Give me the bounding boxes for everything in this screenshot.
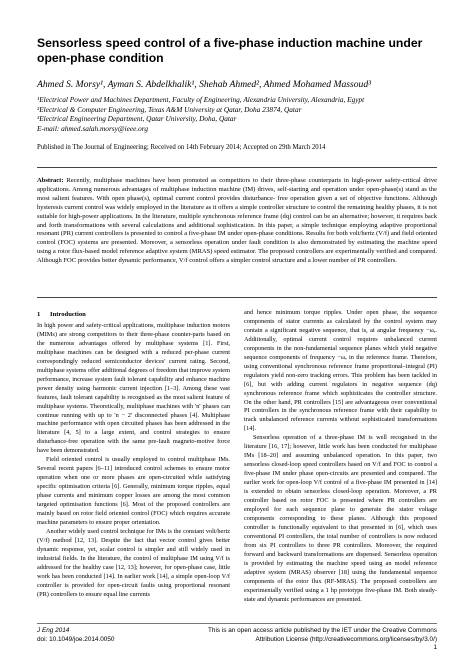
doi-line: doi: 10.1049/joe.2014.0050 xyxy=(37,635,115,643)
license-line-2[interactable]: Attribution License (http://creativecommons.org/licenses/by/3.0/) xyxy=(255,635,437,643)
abstract-top-rule xyxy=(37,167,437,168)
author-list: Ahmed S. Morsy¹, Ayman S. Abdelkhalik¹, Shehab Ahmed², Ahmed Mohamed Massoud³ xyxy=(37,79,372,90)
affiliation-1: ¹Electrical Power and Machines Department, Faculty of Engineering, Alexandria University, Alexandria, Egypt xyxy=(37,95,365,104)
paragraph: Another widely used control technique for IMs is the constant volt/hertz (V/f) method [12, 13]. Despite the fact that vector control gives better dynamic response, yet, scalar control is simpler and still widely used in industrial fields. In the literature, the control of multiphase IM using V/f is addressed for the healthy case [12, 13]; however, for open-phase case, little work has been conducted [14]. In earlier work [14], a simple open-loop V/f controller is provided for open-circuit faults using proportional resonant (PR) controllers to ensure equal line currents xyxy=(37,527,230,598)
right-column xyxy=(244,309,437,604)
affiliation-3: ³Electrical Engineering Department, Qatar University, Doha, Qatar xyxy=(37,114,237,124)
paragraph: Sensorless operation of a three-phase IM is well recognised in the literature [16, 17]; however, little work has been conducted for multiphase IMs [18–20] and assuming unbalanced operation. In this paper, two sensorless closed-loop speed controllers based on V/f and FOC to control a five-phase IM under phase open-circuits are presented and compared. The earlier work for open-loop V/f control of a five-phase IM presented in [14] is extended to obtain sensorless closed-loop operation. Moreover, a PR controller based on rotor FOC is presented where PR controllers are employed for each sequence plane to generate the stator voltage components corresponding to these planes. Although this proposed controller is functionally equivalent to that presented in [6], which uses conventional PI controllers, the total number of controllers is now reduced from six PI controllers to three PR controllers. Moreover, the required forward and backward transformations are dispensed. Sensorless operation is provided by estimating the machine speed using an model reference adaptive system (MRAS) observer [18] using the fundamental sequence components of the rotor flux (RF-MRAS). The proposed controllers are experimentally verified using a 1 hp prototype five-phase IM. Both steady-state and dynamic performances are presented. xyxy=(244,434,437,603)
abstract-text: Recently, multiphase machines have been promoted as competitors to their three-phase counterparts in high-power safety-critical drive applications. Among numerous advantages of multiphase induction machine (IM) drives, self-starting and operation under open-phase(s) stand as the most salient features. With open phase(s), optimal current control provides disturbance- free operation given a set of objective functions. Although hysteresis current control was widely employed in the literature as it offers a simple controller structure to control the remaining healthy phases, it is not suitable for high-power applications. In the literature, multiple synchronous reference frame (dq) control can be an alternative; however, it requires back and forth transformations with several calculations and additional sophistication. In this paper, a simple technique employing adaptive proportional resonant (PR) current controllers is presented to control a five-phase IM under open-phase conditions. Results for both volt/hertz (V/f) and field oriented control (FOC) systems are presented. Moreover, a sensorless operation under fault condition is also demonstrated by estimating the machine speed using a rotor flux-based model reference adaptive system (MRAS) speed estimator. The proposed controllers are experimentally verified and compared. Although FOC provides better dynamic performance, V/f control offers a simpler control structure and a lower number of PR controllers. xyxy=(37,177,438,265)
journal-name: J Eng 2014 xyxy=(37,627,70,634)
license-line-1: This is an open access article published by the IET under the Creative Commons xyxy=(208,627,437,634)
abstract-bottom-rule xyxy=(37,297,437,298)
abstract-label: Abstract: xyxy=(37,177,64,184)
section-heading xyxy=(37,311,86,318)
paragraph: Field oriented control is usually employed to control multiphase IMs. Several recent papers [6–11] introduced control schemes to ensure motor operation when one or more phases are open-circuited while satisfying specific optimisation criteria [6]. Generally, minimum torque ripples, equal phase currents and minimum copper losses are among the most common targeted optimisation functions [6]. Most of the proposed controllers are mainly based on rotor field oriented control (FOC) which requires accurate machine parameters to ensure proper orientation. xyxy=(37,456,230,526)
abstract xyxy=(37,177,437,266)
page-number: 1 xyxy=(433,644,437,652)
paper-title: Sensorless speed control of a five-phase induction machine under open-phase condition xyxy=(37,36,423,65)
affiliation-2: ²Electrical & Computer Engineering, Texas A&M University at Qatar, Doha 23874, Qatar xyxy=(37,104,302,114)
footer-left xyxy=(37,627,177,644)
paragraph: and hence minimum torque ripples. Under open phase, the sequence components of stator currents as calculated by the control system may contain a significant negative sequence, that is, at angular frequency −ωₑ. Additionally, optimal current control requires unbalanced current components in the non-fundamental sequence planes which yield negative sequence components of frequency −ωₑ in the reference frame. Therefore, using conventional synchronous reference frame proportional–integral (PI) regulators yield non-zero tracking errors. This problem has been tackled in [6], but with adding current regulators in negative sequence (dq) synchronous reference frame which sophisticates the controller structure. On the other hand, PR controllers [15] are advantageous over conventional PI controllers in the synchronous reference frame with their capability to track unbalanced reference currents without sophisticated transformations [14]. xyxy=(244,309,437,433)
publication-info: Published in The Journal of Engineering; Received on 14th February 2014; Accepted on 29th March 2014 xyxy=(37,144,326,151)
section-number: 1 xyxy=(37,311,41,318)
paragraph: In high power and safety-critical applications, multiphase induction motors (MIMs) are strong competitors to their three-phase counter-parts based on the numerous advantages offered by multiphase systems [1]. First, multiphase machines can be designed with a reduced per-phase current correspondingly reduced semiconductor devices' current rating. Second, multiphase systems offer additional degrees of freedom that improve system performance, increase system fault tolerant capability and enhance machine power density using harmonic current injection [1–3]. Among these vast features, fault tolerant capability is recognised as the most salient feature of multiphase systems. Theoretically, multiphase machines with 'n' phases can continue running with up to 'n − 2' disconnected phases [4]. Multiphase machine performance with open circuited phases has been addressed in the literature [4, 5] to a large extent, and control strategies to ensure disturbance-free operation with the same pre-fault magneto-motive force have been demonstrated. xyxy=(37,322,230,455)
affiliations xyxy=(37,95,437,133)
section-title: Introduction xyxy=(50,311,86,318)
contact-email: E-mail: ahmed.salah.morsy@ieee.org xyxy=(37,123,149,133)
footer-rule xyxy=(37,623,437,624)
left-column xyxy=(37,322,230,600)
footer-right xyxy=(187,627,437,653)
